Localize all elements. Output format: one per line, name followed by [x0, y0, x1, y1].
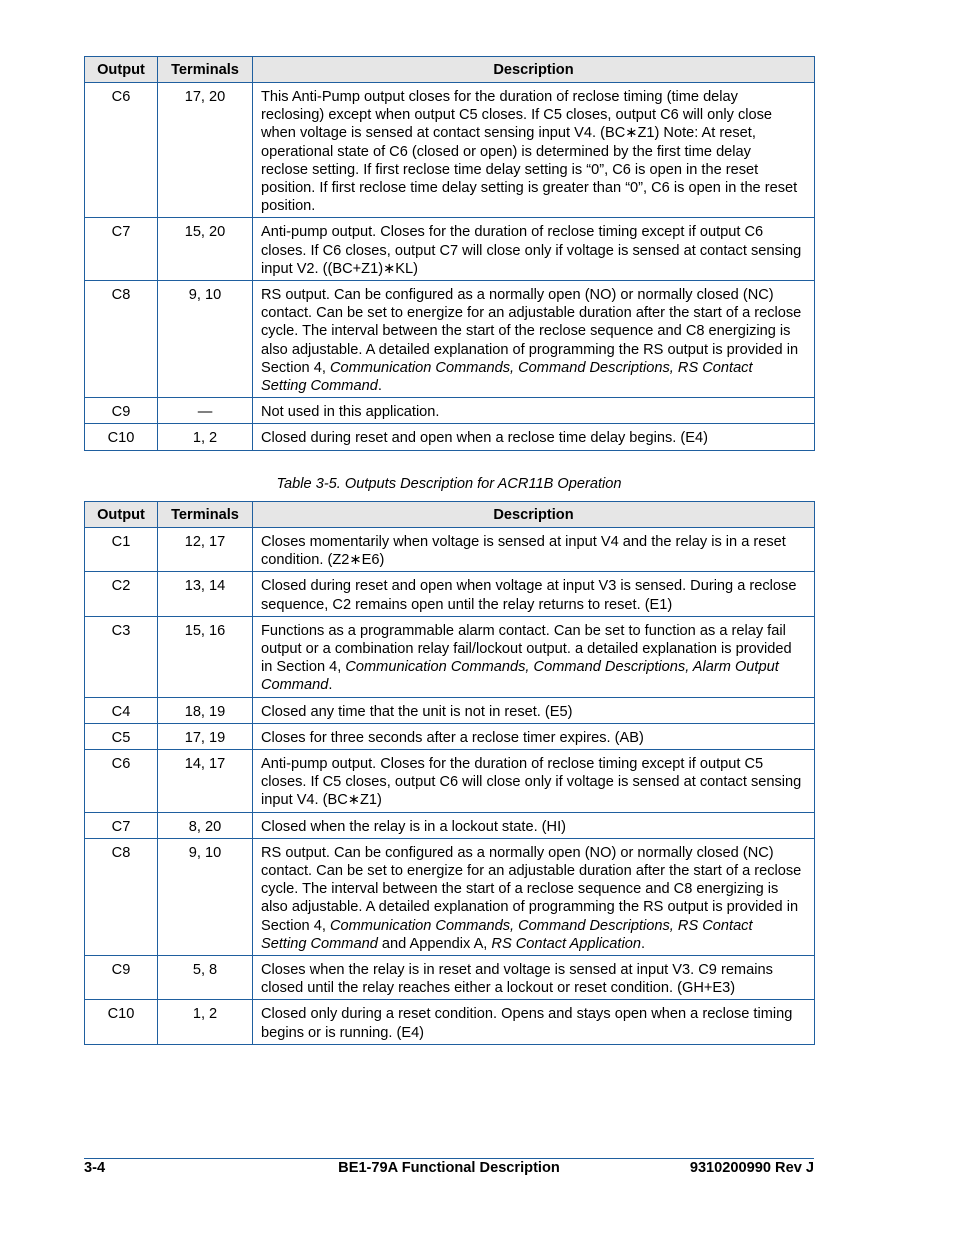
description-text: RS output. Can be configured as a normally open (NO) or normally closed (NC) contact. Can be set to energize for an adjustable duration after the start of a reclose cycle. The interval between the start of a reclose sequence and C8 energizing is also adjustable. A detailed explanation of programming the RS output is provided in Section 4,: [261, 844, 802, 934]
description-text: Closed during reset and open when voltage at input V3 is sensed. During a reclose sequence, C2 remains open until the relay returns to reset. (E1): [261, 578, 797, 613]
output-cell: C2: [85, 572, 158, 616]
output-cell: C9: [85, 398, 158, 424]
outputs-table-acr11b: [84, 501, 815, 1045]
description-reference: RS Contact Application: [491, 935, 641, 952]
description-cell: [253, 616, 815, 697]
description-cell: [253, 218, 815, 281]
description-text: Closed when the relay is in a lockout state. (HI): [261, 818, 566, 835]
footer-title: BE1-79A Functional Description: [338, 1160, 560, 1176]
description-text: Closed only during a reset condition. Opens and stays open when a reclose timing begins or is running. (E4): [261, 1006, 793, 1041]
description-cell: [253, 1000, 815, 1044]
description-text: .: [640, 935, 646, 952]
header-description: Description: [253, 502, 815, 528]
header-output: Output: [85, 57, 158, 83]
description-reference: Communication Commands, Command Descriptions, Alarm Output Command: [261, 659, 779, 694]
terminals-cell: 14, 17: [158, 750, 253, 813]
description-cell: [253, 956, 815, 1000]
table-row: [85, 572, 815, 616]
output-cell: C10: [85, 1000, 158, 1044]
output-cell: C5: [85, 723, 158, 749]
terminals-cell: 13, 14: [158, 572, 253, 616]
description-text: Closed during reset and open when a reclose time delay begins. (E4): [261, 430, 708, 447]
description-text: Closed any time that the unit is not in reset. (E5): [261, 703, 573, 720]
description-text: RS output. Can be configured as a normally open (NO) or normally closed (NC) contact. Can be set to energize for an adjustable duration after the start of a reclose cycle. The interval between the start of the reclose sequence and C8 energizing is also adjustable. A detailed explanation of programming the RS output is provided in Section 4,: [261, 287, 802, 376]
output-cell: C1: [85, 528, 158, 572]
output-cell: C6: [85, 750, 158, 813]
output-cell: C8: [85, 281, 158, 398]
output-cell: C8: [85, 838, 158, 955]
terminals-cell: 15, 16: [158, 616, 253, 697]
description-text: .: [377, 378, 382, 395]
terminals-cell: 8, 20: [158, 812, 253, 838]
terminals-cell: —: [158, 398, 253, 424]
footer-rule: [84, 1158, 814, 1159]
description-cell: [253, 812, 815, 838]
description-text: Anti-pump output. Closes for the duration of reclose timing except if output C6 closes. If C6 closes, output C7 will close only if voltage is sensed at contact sensing input V2. ((BC+Z1)∗KL): [261, 224, 802, 277]
description-cell: [253, 723, 815, 749]
table-row: [85, 697, 815, 723]
output-cell: C7: [85, 812, 158, 838]
footer-page-number: 3-4: [84, 1160, 106, 1176]
output-cell: C3: [85, 616, 158, 697]
table-caption: Table 3-5. Outputs Description for ACR11B Operation: [276, 476, 622, 492]
table-header-row: [85, 57, 815, 83]
description-text: Closes for three seconds after a reclose timer expires. (AB): [261, 729, 644, 746]
description-cell: [253, 750, 815, 813]
terminals-cell: 18, 19: [158, 697, 253, 723]
terminals-cell: 1, 2: [158, 424, 253, 450]
outputs-table-continued: [84, 56, 815, 451]
terminals-cell: 9, 10: [158, 838, 253, 955]
description-cell: [253, 697, 815, 723]
terminals-cell: 9, 10: [158, 281, 253, 398]
description-reference: Communication Commands, Command Descriptions, RS Contact Setting Command: [261, 917, 753, 952]
description-text: .: [328, 677, 333, 694]
description-text: Functions as a programmable alarm contact. Can be set to function as a relay fail output or a combination relay fail/lockout output. a detailed explanation is provided in Section 4,: [261, 622, 792, 676]
table-row: [85, 281, 815, 398]
table-row: [85, 750, 815, 813]
output-cell: C6: [85, 83, 158, 218]
table-row: [85, 723, 815, 749]
description-text: and Appendix A,: [377, 935, 492, 952]
description-cell: [253, 398, 815, 424]
table-row: [85, 838, 815, 955]
table-row: [85, 616, 815, 697]
description-cell: [253, 281, 815, 398]
output-cell: C4: [85, 697, 158, 723]
table-header-row: [85, 502, 815, 528]
description-cell: [253, 83, 815, 218]
output-cell: C7: [85, 218, 158, 281]
terminals-cell: 5, 8: [158, 956, 253, 1000]
header-terminals: Terminals: [158, 502, 253, 528]
terminals-cell: 17, 20: [158, 83, 253, 218]
table-row: [85, 812, 815, 838]
terminals-cell: 15, 20: [158, 218, 253, 281]
output-cell: C10: [85, 424, 158, 450]
table-row: [85, 424, 815, 450]
table-row: [85, 218, 815, 281]
output-cell: C9: [85, 956, 158, 1000]
footer-doc-number: 9310200990 Rev J: [689, 1160, 814, 1176]
header-output: Output: [85, 502, 158, 528]
table-row: [85, 1000, 815, 1044]
description-reference: Communication Commands, Command Descriptions, RS Contact Setting Command: [261, 359, 753, 395]
description-cell: [253, 424, 815, 450]
table-row: [85, 956, 815, 1000]
description-text: Not used in this application.: [261, 404, 440, 421]
table-row: [85, 398, 815, 424]
header-description: Description: [253, 57, 815, 83]
terminals-cell: 17, 19: [158, 723, 253, 749]
header-terminals: Terminals: [158, 57, 253, 83]
description-text: Closes when the relay is in reset and voltage is sensed at input V3. C9 remains closed until the relay reaches either a lockout or reset condition. (GH+E3): [261, 962, 773, 997]
terminals-cell: 12, 17: [158, 528, 253, 572]
description-cell: [253, 528, 815, 572]
description-text: Anti-pump output. Closes for the duration of reclose timing except if output C5 closes. If C5 closes, output C6 will close only if voltage is sensed at contact sensing input V4. (BC∗Z1): [261, 756, 802, 809]
description-cell: [253, 838, 815, 955]
description-text: Closes momentarily when voltage is sensed at input V4 and the relay is in a reset condition. (Z2∗E6): [261, 534, 786, 569]
table-row: [85, 83, 815, 218]
terminals-cell: 1, 2: [158, 1000, 253, 1044]
description-text: This Anti-Pump output closes for the duration of reclose timing (time delay reclosing) except when output C5 closes. If C5 closes, output C6 will only close when voltage is sensed at contact sensing input V4. (BC∗Z1) Note: At reset, operational state of C6 (closed or open) is determined by the first time delay reclose setting. If first reclose time delay setting is “0”, C6 is open in the reset position. If first reclose time delay setting is greater than “0”, C6 is open in the reset position.: [261, 89, 798, 215]
description-cell: [253, 572, 815, 616]
table-row: [85, 528, 815, 572]
